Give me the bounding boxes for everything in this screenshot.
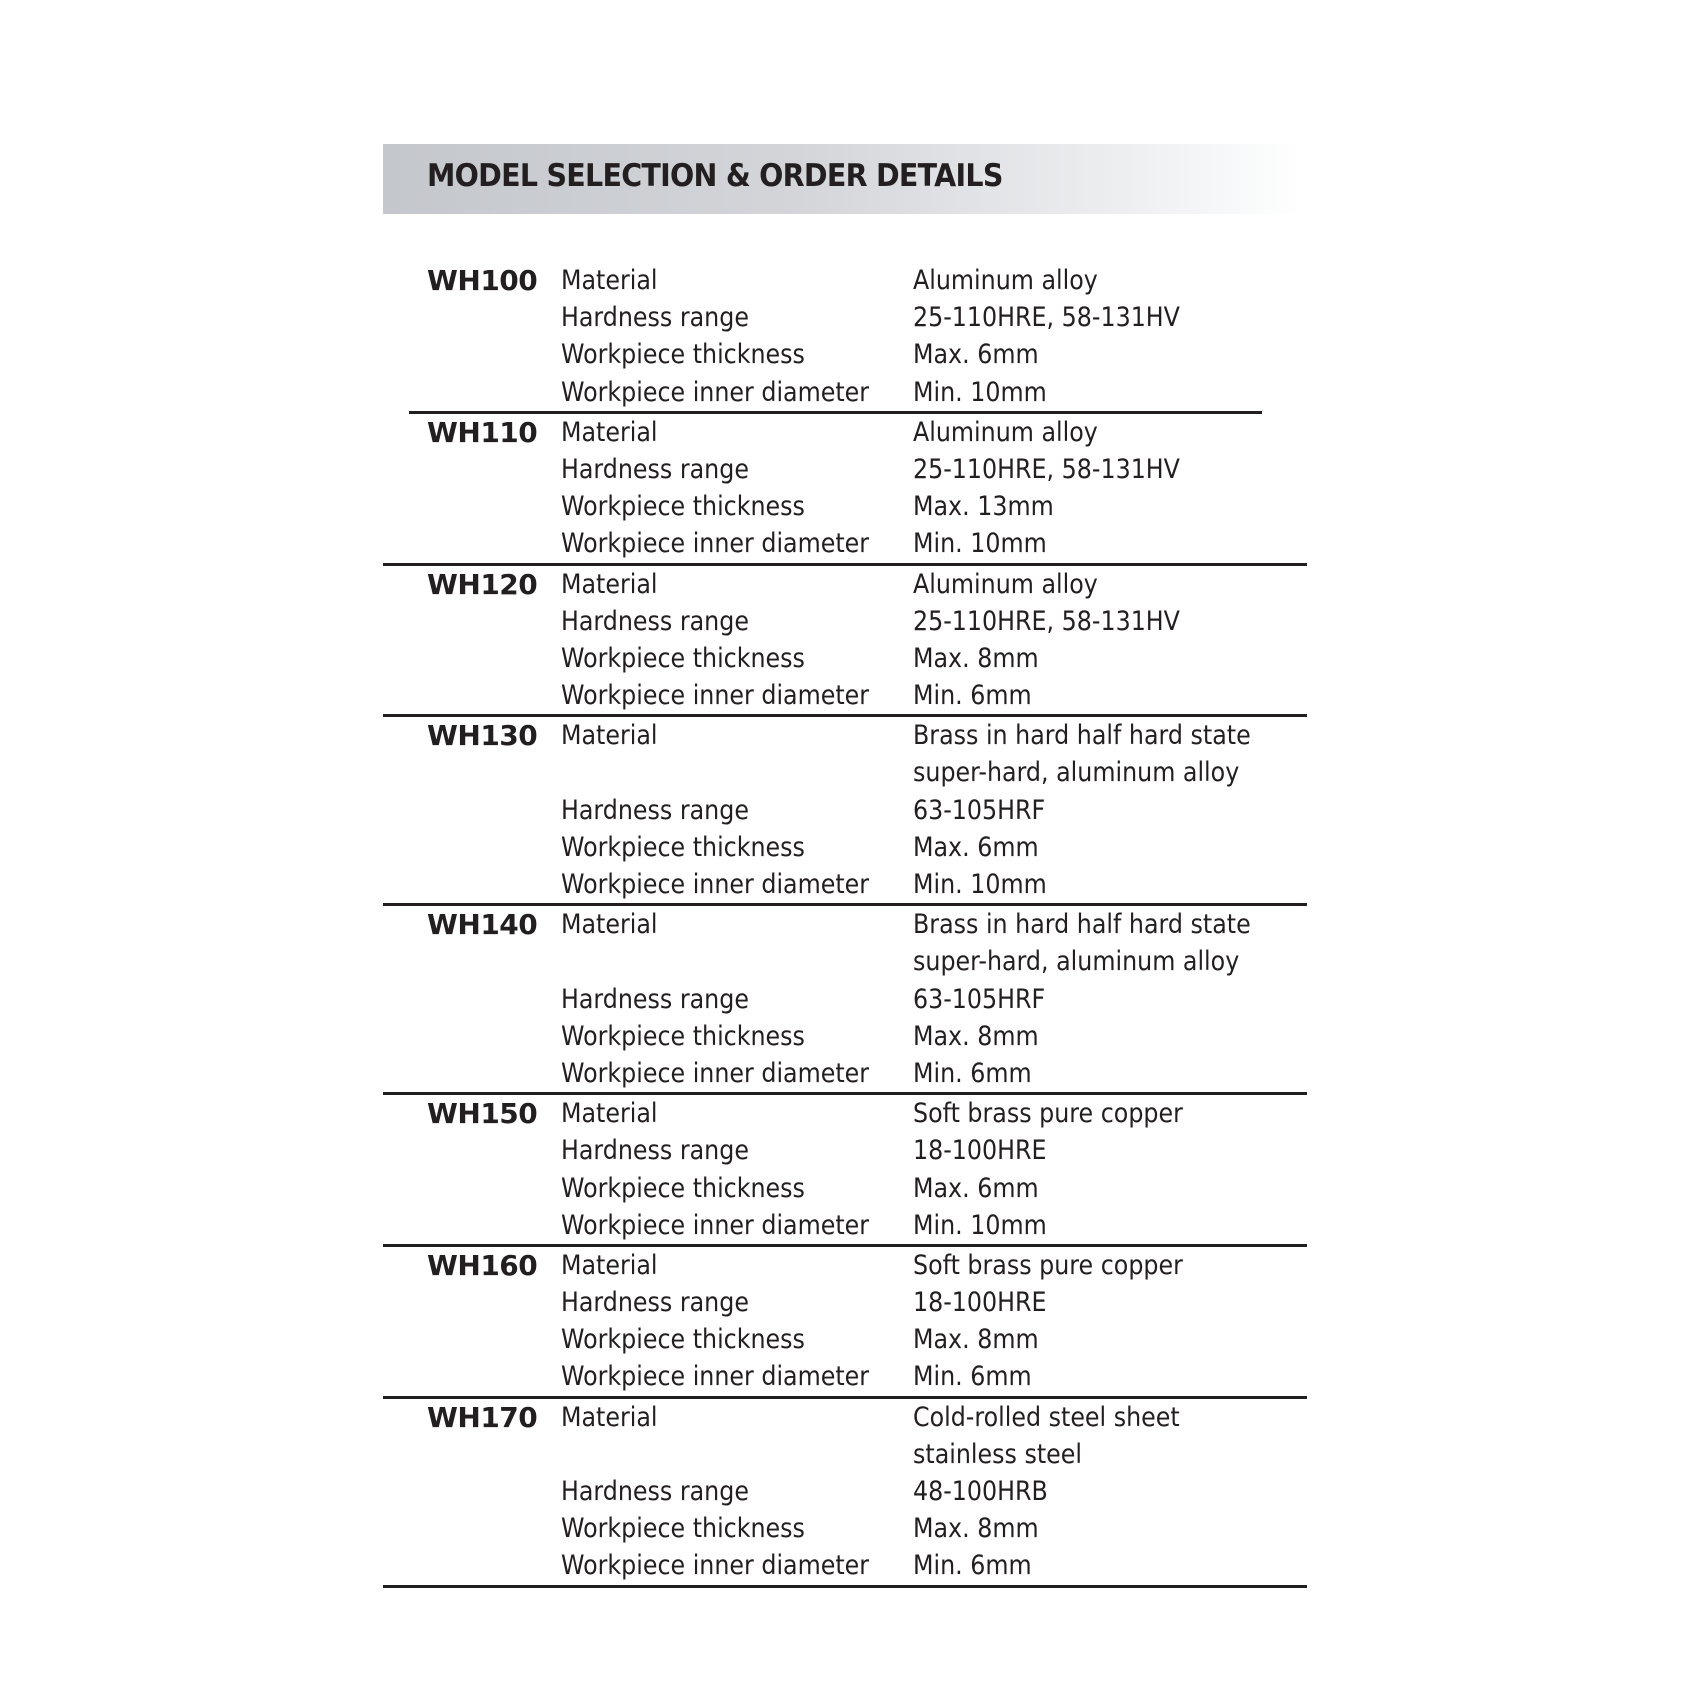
section-header-banner <box>383 144 1303 214</box>
spec-label: Hardness range <box>561 302 749 334</box>
spec-value: 18-100HRE <box>913 1287 1047 1319</box>
spec-value: 18-100HRE <box>913 1135 1047 1167</box>
spec-row <box>0 299 1700 336</box>
spec-value: Min. 6mm <box>913 1361 1032 1393</box>
spec-value: Min. 6mm <box>913 1057 1032 1089</box>
model-group <box>0 906 1700 1092</box>
spec-value: Aluminum alloy <box>913 265 1098 296</box>
spec-row <box>0 866 1700 903</box>
spec-row <box>0 943 1700 980</box>
model-code: WH150 <box>427 1097 538 1131</box>
spec-label: Workpiece thickness <box>561 642 805 674</box>
spec-row <box>0 1510 1700 1547</box>
model-group <box>0 566 1700 715</box>
spec-label: Workpiece thickness <box>561 831 805 863</box>
spec-value: 48-100HRB <box>913 1476 1048 1507</box>
spec-row <box>0 1055 1700 1092</box>
spec-label: Material <box>561 265 658 296</box>
spec-row <box>0 336 1700 373</box>
spec-value: Brass in hard half hard state <box>913 909 1251 941</box>
spec-row <box>0 1018 1700 1055</box>
spec-label: Hardness range <box>561 983 749 1015</box>
spec-value: 63-105HRF <box>913 794 1046 826</box>
page-title: MODEL SELECTION & ORDER DETAILS <box>427 158 1003 194</box>
spec-value: super-hard, aluminum alloy <box>913 946 1240 978</box>
spec-row <box>0 640 1700 677</box>
spec-label: Material <box>561 568 658 600</box>
spec-row <box>0 525 1700 562</box>
spec-value: Max. 8mm <box>913 1324 1039 1356</box>
spec-row <box>0 451 1700 488</box>
model-code: WH120 <box>427 567 538 601</box>
spec-row <box>0 792 1700 829</box>
spec-row <box>0 906 1700 943</box>
model-code: WH160 <box>427 1248 538 1282</box>
spec-row <box>0 829 1700 866</box>
spec-label: Material <box>561 416 658 448</box>
model-group <box>0 414 1700 563</box>
spec-row <box>0 1358 1700 1395</box>
spec-row <box>0 488 1700 525</box>
spec-label: Hardness range <box>561 1476 749 1507</box>
spec-row <box>0 1095 1700 1132</box>
spec-value: 25-110HRE, 58-131HV <box>913 453 1180 485</box>
spec-value: Max. 6mm <box>913 339 1039 371</box>
spec-value: Max. 13mm <box>913 491 1054 523</box>
spec-label: Workpiece thickness <box>561 1020 805 1052</box>
spec-row <box>0 374 1700 411</box>
spec-label: Workpiece thickness <box>561 339 805 371</box>
spec-label: Workpiece inner diameter <box>561 1361 870 1393</box>
spec-row <box>0 677 1700 714</box>
spec-label: Workpiece inner diameter <box>561 680 870 712</box>
model-code: WH100 <box>427 264 538 297</box>
spec-row <box>0 262 1700 299</box>
model-group <box>0 1247 1700 1396</box>
spec-row <box>0 566 1700 603</box>
spec-value: Max. 8mm <box>913 1513 1039 1545</box>
spec-row <box>0 603 1700 640</box>
spec-label: Material <box>561 1098 658 1130</box>
spec-label: Workpiece inner diameter <box>561 528 870 560</box>
spec-label: Material <box>561 720 658 752</box>
model-code: WH110 <box>427 415 538 449</box>
model-group <box>0 1399 1700 1585</box>
spec-value: Min. 10mm <box>913 376 1047 408</box>
spec-value: Max. 6mm <box>913 1172 1039 1204</box>
spec-row <box>0 1473 1700 1510</box>
spec-row <box>0 981 1700 1018</box>
spec-row <box>0 1247 1700 1284</box>
spec-value: 25-110HRE, 58-131HV <box>913 605 1180 637</box>
spec-row <box>0 1132 1700 1169</box>
spec-value: Brass in hard half hard state <box>913 720 1251 752</box>
spec-label: Material <box>561 1249 658 1281</box>
spec-label: Material <box>561 1401 658 1433</box>
spec-value: Soft brass pure copper <box>913 1098 1183 1130</box>
spec-value: Max. 8mm <box>913 1020 1039 1052</box>
spec-row <box>0 414 1700 451</box>
spec-value: Max. 6mm <box>913 831 1039 863</box>
spec-label: Hardness range <box>561 1135 749 1167</box>
spec-value: Min. 10mm <box>913 1209 1047 1241</box>
spec-label: Workpiece thickness <box>561 1324 805 1356</box>
spec-value: super-hard, aluminum alloy <box>913 757 1240 789</box>
spec-row <box>0 1207 1700 1244</box>
spec-row <box>0 1321 1700 1358</box>
spec-label: Workpiece inner diameter <box>561 376 870 408</box>
spec-value: Aluminum alloy <box>913 568 1098 600</box>
spec-row <box>0 1170 1700 1207</box>
spec-value: Min. 10mm <box>913 869 1047 900</box>
spec-value: Cold-rolled steel sheet <box>913 1401 1180 1433</box>
model-spec-table <box>0 262 1700 1588</box>
spec-label: Hardness range <box>561 794 749 826</box>
spec-label: Material <box>561 909 658 941</box>
model-code: WH170 <box>427 1400 538 1434</box>
spec-value: 25-110HRE, 58-131HV <box>913 302 1180 334</box>
row-divider <box>383 1585 1307 1588</box>
spec-value: Min. 6mm <box>913 1550 1032 1582</box>
spec-row <box>0 1547 1700 1584</box>
model-group <box>0 1095 1700 1244</box>
spec-value: Max. 8mm <box>913 642 1039 674</box>
spec-row <box>0 1399 1700 1436</box>
spec-label: Hardness range <box>561 605 749 637</box>
spec-label: Hardness range <box>561 1287 749 1319</box>
spec-label: Workpiece thickness <box>561 1513 805 1545</box>
spec-value: 63-105HRF <box>913 983 1046 1015</box>
spec-value: stainless steel <box>913 1438 1082 1470</box>
spec-value: Aluminum alloy <box>913 416 1098 448</box>
spec-label: Workpiece thickness <box>561 491 805 523</box>
spec-label: Workpiece inner diameter <box>561 869 870 900</box>
spec-row <box>0 717 1700 754</box>
model-code: WH130 <box>427 719 538 753</box>
spec-value: Min. 10mm <box>913 528 1047 560</box>
spec-label: Workpiece inner diameter <box>561 1057 870 1089</box>
model-code: WH140 <box>427 908 538 942</box>
spec-value: Min. 6mm <box>913 680 1032 712</box>
spec-value: Soft brass pure copper <box>913 1249 1183 1281</box>
model-group <box>0 262 1700 411</box>
spec-row <box>0 1284 1700 1321</box>
spec-label: Workpiece thickness <box>561 1172 805 1204</box>
spec-row <box>0 1436 1700 1473</box>
spec-label: Workpiece inner diameter <box>561 1209 870 1241</box>
spec-row <box>0 754 1700 791</box>
model-group <box>0 717 1700 903</box>
spec-label: Hardness range <box>561 453 749 485</box>
spec-label: Workpiece inner diameter <box>561 1550 870 1582</box>
